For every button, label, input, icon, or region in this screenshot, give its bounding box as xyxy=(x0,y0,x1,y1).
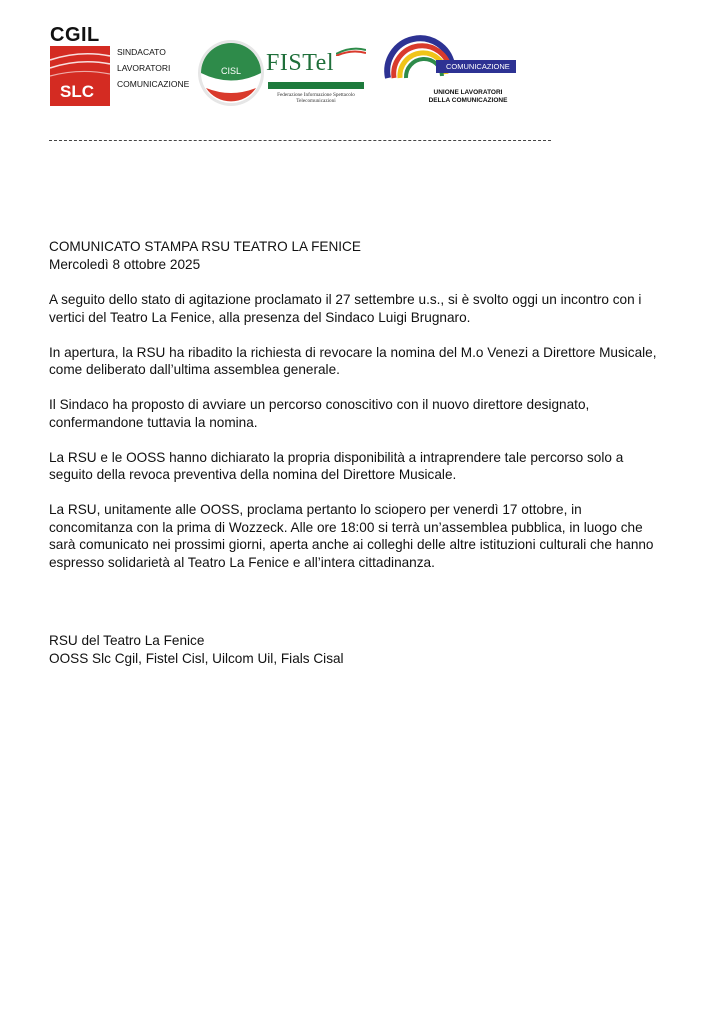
signature-block xyxy=(49,632,344,668)
sindacato-line: LAVORATORI xyxy=(117,63,171,73)
fistel-logo-title: FISTel xyxy=(266,50,334,76)
cisl-logo-text: CISL xyxy=(220,66,241,76)
body-paragraph: La RSU, unitamente alle OOSS, proclama pertanto lo sciopero per venerdì 17 ottobre, in concomitanza con la prima di Wozzeck. Alle ore 18:00 si terrà un’assemblea pubblica, in luogo che sarà comunicato nei prossimi giorni, aperta anche ai colleghi delle altre istituzioni culturali che hanno espresso solidarietà al Teatro La Fenice e all’intera cittadinanza. xyxy=(49,502,654,570)
header-separator xyxy=(49,140,551,141)
fistel-green-bar xyxy=(268,82,364,89)
document-date: Mercoledì 8 ottobre 2025 xyxy=(49,257,201,272)
document-body xyxy=(49,291,659,589)
body-paragraph: La RSU e le OOSS hanno dichiarato la propria disponibilità a intraprendere tale percorso solo a seguito della revoca preventiva della nomina del Direttore Musicale. xyxy=(49,449,624,482)
cgil-slc-logo xyxy=(50,24,112,106)
uilcom-logo xyxy=(380,30,520,110)
slc-logo-text: SLC xyxy=(60,82,94,101)
cisl-logo xyxy=(196,38,266,108)
slc-logo-box xyxy=(50,46,110,106)
fistel-flag-icon xyxy=(336,44,366,56)
sindacato-lavoratori-text xyxy=(117,44,189,92)
cgil-logo-text: CGIL xyxy=(50,24,100,46)
sindacato-line: COMUNICAZIONE xyxy=(117,79,190,89)
press-release-heading xyxy=(49,238,361,274)
uilcom-subtitle xyxy=(416,89,520,105)
fistel-logo xyxy=(266,44,370,110)
uilcom-subtitle-line: DELLA COMUNICAZIONE xyxy=(428,97,508,104)
document-title: COMUNICATO STAMPA RSU TEATRO LA FENICE xyxy=(49,239,361,254)
uilcom-band-text: COMUNICAZIONE xyxy=(446,62,510,71)
sindacato-line: SINDACATO xyxy=(117,47,166,57)
signature-line-rsu: RSU del Teatro La Fenice xyxy=(49,633,205,648)
uilcom-subtitle-line: UNIONE LAVORATORI xyxy=(433,89,503,96)
fistel-subtitle-line: Telecomunicazioni xyxy=(296,98,336,104)
body-paragraph: In apertura, la RSU ha ribadito la richiesta di revocare la nomina del M.o Venezi a Direttore Musicale, come deliberato dall’ultima assemblea generale. xyxy=(49,344,657,377)
fistel-logo-subtitle xyxy=(266,92,366,104)
body-paragraph: Il Sindaco ha proposto di avviare un percorso conoscitivo con il nuovo direttore designato, confermandone tuttavia la nomina. xyxy=(49,397,590,430)
body-paragraph: A seguito dello stato di agitazione proclamato il 27 settembre u.s., si è svolto oggi un incontro con i vertici del Teatro La Fenice, alla presenza del Sindaco Luigi Brugnaro. xyxy=(49,292,642,325)
fistel-subtitle-line: Federazione Informazione Spettacolo xyxy=(277,92,355,98)
signature-line-ooss: OOSS Slc Cgil, Fistel Cisl, Uilcom Uil, Fials Cisal xyxy=(49,651,344,666)
